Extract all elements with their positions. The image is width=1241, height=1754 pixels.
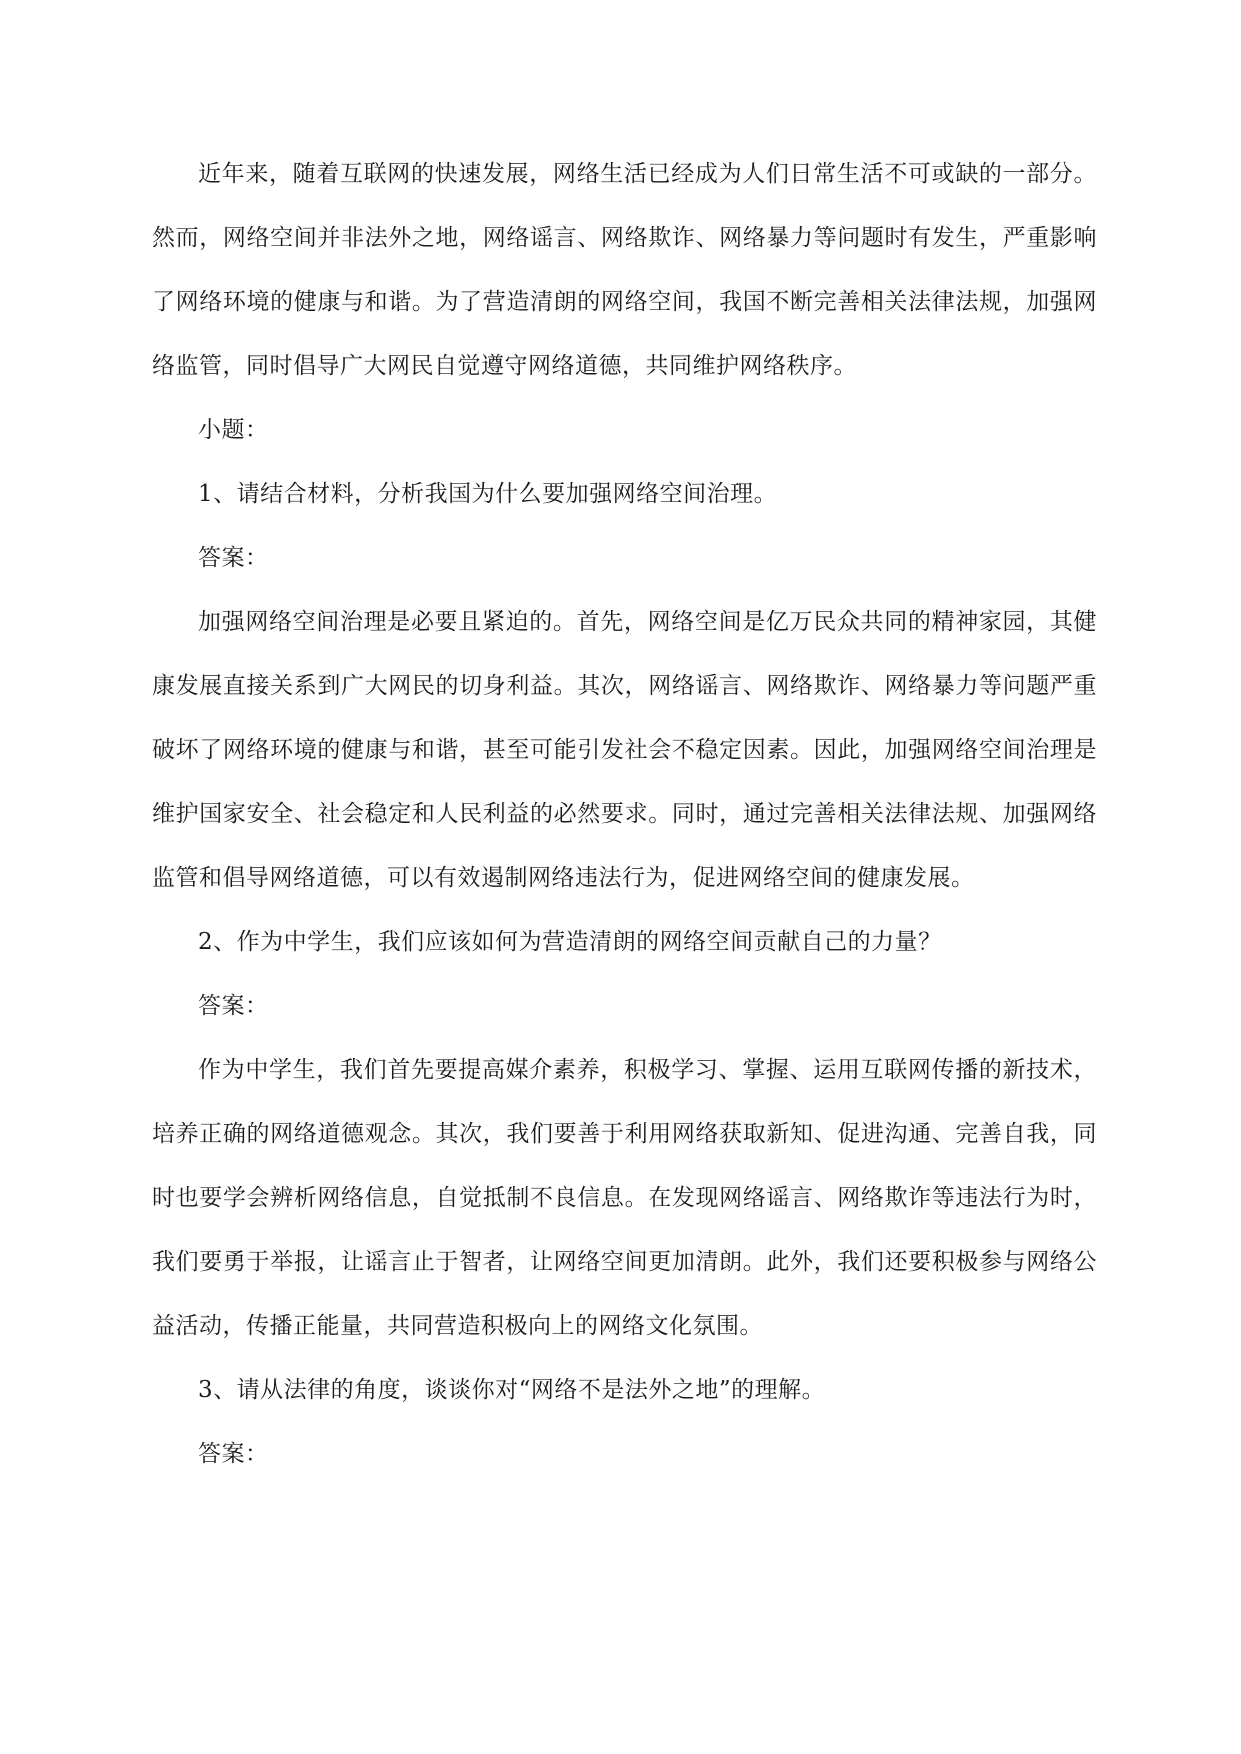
answer-label-2: 答案： [198,993,269,1019]
question-3: 3、请从法律的角度，谈谈你对“网络不是法外之地”的理解。 [198,1377,826,1403]
document-body [152,142,1097,1486]
material-paragraph: 近年来，随着互联网的快速发展，网络生活已经成为人们日常生活不可或缺的一部分。然而，网络空间并非法外之地，网络谣言、网络欺诈、网络暴力等问题时有发生，严重影响了网络环境的健康与和谐。为了营造清朗的网络空间，我国不断完善相关法律法规，加强网络监管，同时倡导广大网民自觉遵守网络道德，共同维护网络秩序。 [152,161,1097,379]
question-1: 1、请结合材料，分析我国为什么要加强网络空间治理。 [198,481,778,507]
answer-label-3: 答案： [198,1441,269,1467]
answer-1: 加强网络空间治理是必要且紧迫的。首先，网络空间是亿万民众共同的精神家园，其健康发展直接关系到广大网民的切身利益。其次，网络谣言、网络欺诈、网络暴力等问题严重破坏了网络环境的健康与和谐，甚至可能引发社会不稳定因素。因此，加强网络空间治理是维护国家安全、社会稳定和人民利益的必然要求。同时，通过完善相关法律法规、加强网络监管和倡导网络道德，可以有效遏制网络违法行为，促进网络空间的健康发展。 [152,609,1097,891]
subquestion-heading: 小题： [198,417,269,443]
answer-label-1: 答案： [198,545,269,571]
answer-2: 作为中学生，我们首先要提高媒介素养，积极学习、掌握、运用互联网传播的新技术，培养正确的网络道德观念。其次，我们要善于利用网络获取新知、促进沟通、完善自我，同时也要学会辨析网络信息，自觉抵制不良信息。在发现网络谣言、网络欺诈等违法行为时，我们要勇于举报，让谣言止于智者，让网络空间更加清朗。此外，我们还要积极参与网络公益活动，传播正能量，共同营造积极向上的网络文化氛围。 [152,1057,1097,1339]
question-2: 2、作为中学生，我们应该如何为营造清朗的网络空间贡献自己的力量？ [198,929,942,955]
